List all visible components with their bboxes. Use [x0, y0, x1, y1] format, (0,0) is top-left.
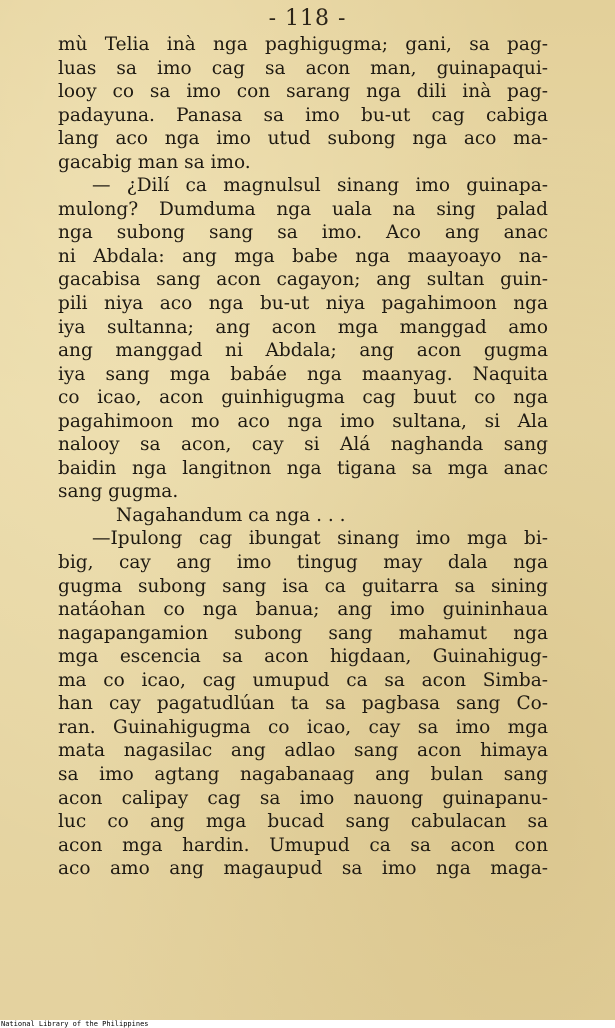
text-line: iya sang mga babáe nga maanyag. Naquita — [58, 363, 548, 385]
text-line: ran. Guinahigugma co icao, cay sa imo mga — [58, 716, 548, 738]
text-line: lang aco nga imo utud subong nga aco ma- — [58, 128, 548, 150]
text-line: sang gugma. — [58, 481, 179, 503]
text-line: iya sultanna; ang acon mga manggad amo — [58, 316, 548, 338]
text-line: nga subong sang sa imo. Aco ang anac — [58, 222, 548, 244]
text-line: —Ipulong cag ibungat sinang imo mga bi- — [92, 528, 548, 550]
page-text — [58, 33, 548, 881]
text-line: looy co sa imo con sarang nga dili inà pag- — [58, 81, 548, 103]
page-number: - 118 - — [268, 6, 347, 31]
text-line: big, cay ang imo tingug may dala nga — [58, 552, 548, 574]
text-line: ma co icao, cag umupud ca sa acon Simba- — [58, 669, 548, 691]
text-line: gugma subong sang isa ca guitarra sa sining — [58, 575, 548, 597]
text-line: co icao, acon guinhigugma cag buut co nga — [58, 387, 548, 409]
text-line: mata nagasilac ang adlao sang acon himaya — [58, 740, 548, 762]
text-line: pili niya aco nga bu-ut niya pagahimoon nga — [58, 293, 548, 315]
text-line: mù Telia inà nga paghigugma; gani, sa pag- — [58, 34, 548, 55]
text-line: luas sa imo cag sa acon man, guinapaqui- — [58, 57, 548, 79]
text-line: baidin nga langitnon nga tigana sa mga anac — [58, 457, 548, 479]
text-line: luc co ang mga bucad sang cabulacan sa — [58, 811, 548, 833]
text-line: pagahimoon mo aco nga imo sultana, si Ala — [58, 410, 548, 432]
text-line: han cay pagatudlúan ta sa pagbasa sang Co- — [58, 693, 548, 715]
text-line: acon calipay cag sa imo nauong guinapanu- — [58, 787, 548, 809]
text-line: gacabig man sa imo. — [58, 151, 251, 173]
text-line: ni Abdala: ang mga babe nga maayoayo na- — [58, 245, 548, 267]
text-line: sa imo agtang nagabanaag ang bulan sang — [58, 763, 548, 785]
library-credit: National Library of the Philippines — [0, 1020, 615, 1028]
text-line: nagapangamion subong sang mahamut nga — [58, 622, 548, 644]
text-line: aco amo ang magaupud sa imo nga maga- — [58, 858, 548, 880]
text-line: Nagahandum ca nga . . . — [116, 504, 346, 526]
text-line: — ¿Dilí ca magnulsul sinang imo guinapa- — [92, 175, 548, 197]
text-line: ang manggad ni Abdala; ang acon gugma — [58, 340, 548, 362]
text-line: mga escencia sa acon higdaan, Guinahigug- — [58, 646, 548, 668]
text-line: nalooy sa acon, cay si Alá naghanda sang — [58, 434, 548, 456]
text-line: mulong? Dumduma nga uala na sing palad — [58, 198, 548, 220]
text-line: gacabisa sang acon cagayon; ang sultan guin- — [58, 269, 548, 291]
text-line: natáohan co nga banua; ang imo guininhaua — [58, 599, 548, 621]
text-line: acon mga hardin. Umupud ca sa acon con — [58, 834, 548, 856]
text-line: padayuna. Panasa sa imo bu-ut cag cabiga — [58, 104, 548, 126]
